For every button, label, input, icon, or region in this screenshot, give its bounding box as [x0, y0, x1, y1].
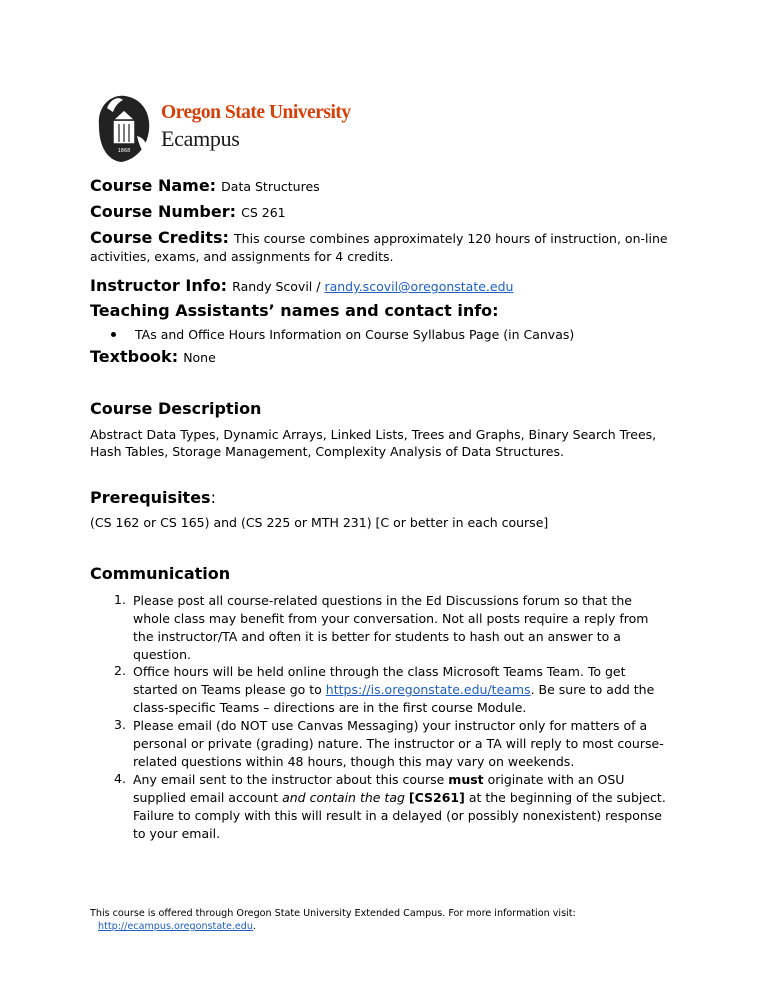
comm-item-4-number: 4.	[114, 771, 126, 786]
footer-text: This course is offered through Oregon State University Extended Campus. For more information visit:	[90, 908, 576, 919]
prerequisites-heading-row	[90, 488, 216, 507]
comm-item-3	[133, 717, 681, 771]
comm-item-4-italic: and contain the tag	[282, 790, 409, 805]
course-credits-value-cont: activities, exams, and assignments for 4 credits.	[90, 249, 394, 264]
comm-item-2-line-2	[133, 681, 681, 699]
comm-item-3-number: 3.	[114, 717, 126, 732]
footer-link-row	[90, 920, 576, 933]
course-credits-row	[90, 228, 668, 247]
comm-item-1-line-3: the instructor/TA and often it is better for students to hash out an answer to a	[133, 629, 621, 644]
comm-item-1-line-2: whole class may benefit from your conversation. Not all posts require a reply from	[133, 611, 649, 626]
osu-seal-icon	[89, 86, 159, 166]
comm-item-4-line2-post: at the beginning of the subject.	[464, 790, 666, 805]
ecampus-link[interactable]: http://ecampus.oregonstate.edu	[98, 921, 253, 932]
course-credits-value: This course combines approximately 120 hours of instruction, on-line	[234, 231, 668, 246]
comm-item-1-line-4: question.	[133, 647, 191, 662]
course-number-value: CS 261	[241, 205, 286, 220]
comm-item-2-line-1: Office hours will be held online through the class Microsoft Teams Team. To get	[133, 664, 626, 679]
textbook-row	[90, 347, 216, 366]
comm-item-3-line-1: Please email (do NOT use Canvas Messaging) your instructor only for matters of a	[133, 718, 648, 733]
comm-item-4-line-2	[133, 789, 681, 807]
teams-link[interactable]: https://is.oregonstate.edu/teams	[325, 682, 531, 697]
instructor-label: Instructor Info:	[90, 276, 228, 295]
instructor-row	[90, 276, 513, 295]
comm-item-2	[133, 663, 681, 717]
textbook-label: Textbook:	[90, 347, 179, 366]
instructor-name: Randy Scovil /	[232, 279, 325, 294]
course-number-row	[90, 202, 286, 221]
bullet-icon	[111, 332, 116, 337]
course-name-label: Course Name:	[90, 176, 217, 195]
comm-item-4-tag: [CS261]	[408, 790, 465, 805]
comm-item-4-text-post: originate with an OSU	[483, 772, 625, 787]
course-name-value: Data Structures	[221, 179, 320, 194]
comm-item-4-text: Any email sent to the instructor about this course	[133, 772, 449, 787]
logo-ecampus-text: Ecampus	[161, 126, 240, 151]
description-heading: Course Description	[90, 399, 262, 418]
svg-text:1868: 1868	[117, 148, 131, 154]
tas-heading: Teaching Assistants’ names and contact info:	[90, 301, 499, 320]
comm-item-3-line-2: personal or private (grading) nature. The instructor or a TA will reply to most course-	[133, 736, 664, 751]
textbook-value: None	[183, 350, 216, 365]
prerequisites-colon: :	[210, 488, 216, 507]
prerequisites-text: (CS 162 or CS 165) and (CS 225 or MTH 231) [C or better in each course]	[90, 515, 549, 530]
comm-item-2-text: started on Teams please go to	[133, 682, 326, 697]
comm-item-2-line-3: class-specific Teams – directions are in the first course Module.	[133, 700, 527, 715]
description-line-1: Abstract Data Types, Dynamic Arrays, Linked Lists, Trees and Graphs, Binary Search Trees,	[90, 427, 657, 442]
osu-ecampus-logo	[89, 86, 351, 168]
description-line-2: Hash Tables, Storage Management, Complexity Analysis of Data Structures.	[90, 444, 564, 459]
comm-item-1	[133, 592, 681, 664]
comm-item-4-line-1	[133, 771, 681, 789]
comm-item-3-line-3: related questions within 48 hours, though this may vary on weekends.	[133, 754, 575, 769]
footer-period: .	[252, 921, 257, 932]
page-footer	[90, 907, 576, 933]
comm-item-4	[133, 771, 681, 843]
comm-item-4-line-3: Failure to comply with this will result in a delayed (or possibly nonexistent) response	[133, 808, 662, 823]
comm-item-1-number: 1.	[114, 592, 126, 607]
comm-item-2-number: 2.	[114, 663, 126, 678]
comm-item-2-text-post: . Be sure to add the	[530, 682, 655, 697]
logo-university-name: Oregon State University	[161, 102, 351, 123]
prerequisites-heading: Prerequisites	[90, 488, 211, 507]
comm-item-4-line-4: to your email.	[133, 826, 221, 841]
comm-item-1-line-1: Please post all course-related questions in the Ed Discussions forum so that the	[133, 593, 632, 608]
course-number-label: Course Number:	[90, 202, 237, 221]
course-credits-label: Course Credits:	[90, 228, 229, 247]
comm-item-4-line2-text: supplied email account	[133, 790, 283, 805]
course-name-row	[90, 176, 320, 195]
communication-heading: Communication	[90, 564, 231, 583]
tas-list-text: TAs and Office Hours Information on Course Syllabus Page (in Canvas)	[135, 327, 575, 342]
comm-item-4-must: must	[448, 772, 484, 787]
instructor-email-link[interactable]: randy.scovil@oregonstate.edu	[324, 279, 514, 294]
